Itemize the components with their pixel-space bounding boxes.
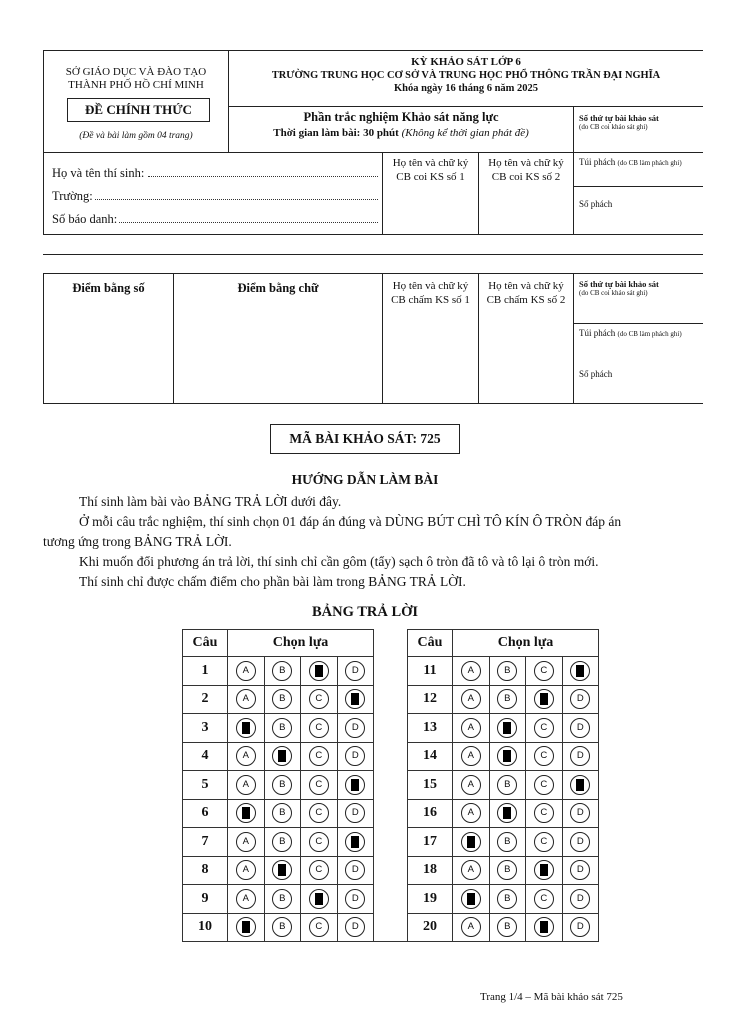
option-cell [301, 657, 338, 686]
answer-bubble-d[interactable]: D [570, 803, 590, 823]
grading-bag-note: (do CB làm phách ghi) [617, 330, 682, 338]
pages-note: (Đề và bài làm gồm 04 trang) [79, 131, 193, 141]
answer-bubble-c[interactable] [534, 917, 554, 937]
question-number: 9 [183, 885, 228, 914]
official-stamp [67, 98, 210, 122]
option-cell [337, 913, 374, 942]
proctor1-line2: CB coi KS số 1 [396, 171, 465, 183]
answer-bubble-c[interactable]: C [309, 832, 329, 852]
answer-bubble-a[interactable]: A [461, 689, 481, 709]
option-cell [228, 885, 265, 914]
answer-sheet [182, 629, 599, 942]
answer-bubble-d[interactable] [345, 689, 365, 709]
question-number: 14 [408, 742, 453, 771]
question-number: 4 [183, 742, 228, 771]
answer-bubble-b[interactable]: B [497, 661, 517, 681]
exam-code-box [270, 424, 460, 454]
column-gap [374, 828, 408, 857]
time-limit: Thời gian làm bài: 30 phút [273, 127, 399, 139]
option-cell [264, 714, 301, 743]
exam-date: Khóa ngày 16 tháng 6 năm 2025 [393, 83, 539, 94]
option-cell [489, 885, 526, 914]
answer-bubble-d[interactable]: D [345, 718, 365, 738]
option-cell [453, 742, 490, 771]
option-cell [228, 913, 265, 942]
answer-bubble-a[interactable] [461, 832, 481, 852]
grader2-line1: Họ tên và chữ ký [488, 280, 564, 292]
question-number: 8 [183, 856, 228, 885]
option-cell [228, 714, 265, 743]
question-number: 17 [408, 828, 453, 857]
question-number: 1 [183, 657, 228, 686]
answer-row [183, 771, 599, 800]
option-cell [264, 742, 301, 771]
code-label: Số phách [579, 199, 613, 209]
option-cell [453, 799, 490, 828]
option-cell [264, 913, 301, 942]
candidate-school-label: Trường: [52, 189, 93, 203]
option-cell [337, 856, 374, 885]
candidate-id-label: Số báo danh: [52, 212, 118, 226]
answer-row [183, 856, 599, 885]
question-number: 5 [183, 771, 228, 800]
answer-bubble-c[interactable]: C [534, 661, 554, 681]
question-number: 3 [183, 714, 228, 743]
serial-note: (do CB coi khảo sát ghi) [579, 123, 648, 131]
option-cell [489, 799, 526, 828]
answer-bubble-a[interactable]: A [236, 689, 256, 709]
option-cell [489, 856, 526, 885]
answer-bubble-c[interactable]: C [309, 718, 329, 738]
option-cell [562, 856, 599, 885]
option-cell [526, 714, 563, 743]
answer-row [183, 685, 599, 714]
bag-label: Túi phách [579, 157, 616, 167]
option-cell [301, 685, 338, 714]
page-footer: Trang 1/4 – Mã bài khảo sát 725 [480, 991, 623, 1003]
option-cell [526, 799, 563, 828]
option-cell [264, 771, 301, 800]
answer-bubble-c[interactable]: C [309, 746, 329, 766]
answer-bubble-a[interactable] [461, 889, 481, 909]
question-number: 19 [408, 885, 453, 914]
answer-bubble-b[interactable]: B [272, 718, 292, 738]
answer-bubble-a[interactable]: A [236, 832, 256, 852]
col-question-left: Câu [183, 630, 228, 657]
answer-bubble-c[interactable]: C [534, 832, 554, 852]
answer-bubble-d[interactable] [570, 775, 590, 795]
column-gap [374, 685, 408, 714]
option-cell [453, 856, 490, 885]
option-cell [453, 913, 490, 942]
answer-bubble-a[interactable]: A [461, 661, 481, 681]
answer-row [183, 714, 599, 743]
question-number: 2 [183, 685, 228, 714]
question-number: 7 [183, 828, 228, 857]
option-cell [489, 913, 526, 942]
column-gap [374, 630, 408, 657]
answer-sheet-title: BẢNG TRẢ LỜI [311, 604, 419, 620]
answer-bubble-c[interactable]: C [309, 775, 329, 795]
answer-bubble-c[interactable]: C [534, 775, 554, 795]
answer-bubble-b[interactable] [272, 860, 292, 880]
option-cell [489, 742, 526, 771]
option-cell [562, 657, 599, 686]
answer-bubble-a[interactable] [236, 917, 256, 937]
option-cell [301, 799, 338, 828]
candidate-school-field[interactable] [95, 189, 378, 200]
option-cell [489, 828, 526, 857]
answer-bubble-d[interactable]: D [570, 689, 590, 709]
answer-bubble-d[interactable]: D [570, 832, 590, 852]
exam-title: KỲ KHẢO SÁT LỚP 6 [411, 56, 521, 68]
grader1-line2: CB chấm KS số 1 [391, 294, 470, 306]
option-cell [228, 685, 265, 714]
option-cell [453, 828, 490, 857]
instruction-2a: Ở mỗi câu trắc nghiệm, thí sinh chọn 01 đáp án đúng và DÙNG BÚT CHÌ TÔ KÍN Ô TRÒN đáp án [79, 514, 622, 529]
answer-bubble-b[interactable]: B [272, 775, 292, 795]
option-cell [453, 771, 490, 800]
answer-bubble-b[interactable]: B [497, 889, 517, 909]
option-cell [562, 714, 599, 743]
option-cell [337, 885, 374, 914]
instruction-2b: tương ứng trong BẢNG TRẢ LỜI. [43, 534, 232, 549]
option-cell [526, 828, 563, 857]
answer-bubble-b[interactable]: B [272, 661, 292, 681]
answer-bubble-d[interactable]: D [570, 718, 590, 738]
option-cell [228, 657, 265, 686]
option-cell [337, 799, 374, 828]
answer-bubble-d[interactable]: D [570, 917, 590, 937]
answer-bubble-d[interactable] [345, 832, 365, 852]
option-cell [562, 771, 599, 800]
answer-bubble-a[interactable]: A [461, 718, 481, 738]
answer-row [183, 885, 599, 914]
option-cell [337, 714, 374, 743]
option-cell [301, 714, 338, 743]
answer-bubble-b[interactable]: B [272, 689, 292, 709]
instruction-3: Khi muốn đổi phương án trả lời, thí sinh chỉ cần gôm (tẩy) sạch ô tròn đã tô và tô lại ô tròn mới. [79, 554, 599, 569]
option-cell [453, 714, 490, 743]
answer-bubble-c[interactable]: C [309, 917, 329, 937]
proctor2-line2: CB coi KS số 2 [491, 171, 561, 183]
answer-row [183, 799, 599, 828]
answer-bubble-d[interactable]: D [345, 917, 365, 937]
answer-bubble-b[interactable]: B [272, 889, 292, 909]
answer-bubble-c[interactable]: C [309, 803, 329, 823]
answer-bubble-b[interactable]: B [272, 832, 292, 852]
question-number: 10 [183, 913, 228, 942]
answer-bubble-d[interactable]: D [345, 860, 365, 880]
option-cell [264, 856, 301, 885]
option-cell [228, 742, 265, 771]
answer-bubble-b[interactable] [497, 803, 517, 823]
option-cell [489, 771, 526, 800]
time-note: (Không kể thời gian phát đề) [401, 127, 529, 139]
bag-note: (do CB làm phách ghi) [617, 159, 682, 167]
section-title: Phần trắc nghiệm Khảo sát năng lực [303, 110, 499, 124]
question-number: 6 [183, 799, 228, 828]
answer-bubble-d[interactable]: D [345, 889, 365, 909]
dept-line-1: SỞ GIÁO DỤC VÀ ĐÀO TẠO [65, 66, 207, 78]
candidate-id-field[interactable] [119, 212, 378, 223]
option-cell [264, 799, 301, 828]
answer-bubble-a[interactable]: A [461, 746, 481, 766]
option-cell [562, 685, 599, 714]
answer-bubble-d[interactable]: D [570, 889, 590, 909]
column-gap [374, 714, 408, 743]
proctor2-line1: Họ tên và chữ ký [488, 157, 564, 169]
answer-bubble-b[interactable] [272, 746, 292, 766]
answer-bubble-b[interactable]: B [497, 917, 517, 937]
answer-bubble-b[interactable] [497, 718, 517, 738]
option-cell [526, 657, 563, 686]
answer-bubble-c[interactable]: C [534, 718, 554, 738]
answer-bubble-d[interactable]: D [345, 661, 365, 681]
answer-row [183, 742, 599, 771]
option-cell [562, 913, 599, 942]
option-cell [301, 771, 338, 800]
score-text-label: Điểm bằng chữ [237, 281, 319, 295]
option-cell [301, 828, 338, 857]
answer-bubble-a[interactable] [236, 718, 256, 738]
col-choice-left: Chọn lựa [228, 630, 374, 657]
option-cell [228, 771, 265, 800]
answer-bubble-d[interactable] [345, 775, 365, 795]
answer-row [183, 657, 599, 686]
option-cell [526, 771, 563, 800]
option-cell [526, 885, 563, 914]
exam-code: MÃ BÀI KHẢO SÁT: 725 [289, 431, 441, 446]
grading-serial-label: Số thứ tự bài khảo sát [579, 279, 659, 289]
answer-bubble-c[interactable]: C [534, 803, 554, 823]
instruction-1: Thí sinh làm bài vào BẢNG TRẢ LỜI dưới đây. [79, 494, 342, 509]
option-cell [301, 913, 338, 942]
answer-bubble-d[interactable]: D [345, 746, 365, 766]
answer-bubble-a[interactable]: A [236, 860, 256, 880]
option-cell [489, 714, 526, 743]
instructions-title: HƯỚNG DẪN LÀM BÀI [291, 472, 439, 487]
answer-bubble-b[interactable] [497, 746, 517, 766]
answer-bubble-a[interactable]: A [461, 775, 481, 795]
answer-bubble-c[interactable] [309, 661, 329, 681]
answer-bubble-a[interactable]: A [236, 889, 256, 909]
option-cell [264, 657, 301, 686]
option-cell [337, 742, 374, 771]
question-number: 11 [408, 657, 453, 686]
grader1-line1: Họ tên và chữ ký [392, 280, 469, 292]
answer-bubble-a[interactable]: A [461, 917, 481, 937]
answer-bubble-a[interactable]: A [236, 661, 256, 681]
option-cell [337, 771, 374, 800]
answer-bubble-a[interactable]: A [461, 803, 481, 823]
answer-bubble-d[interactable] [570, 661, 590, 681]
answer-bubble-a[interactable]: A [236, 746, 256, 766]
option-cell [264, 885, 301, 914]
grading-code-label: Số phách [579, 369, 613, 379]
score-number-label: Điểm bằng số [72, 281, 145, 295]
column-gap [374, 856, 408, 885]
option-cell [453, 885, 490, 914]
option-cell [526, 913, 563, 942]
instruction-4: Thí sinh chỉ được chấm điểm cho phần bài làm trong BẢNG TRẢ LỜI. [79, 574, 466, 589]
grader2-line2: CB chấm KS số 2 [486, 294, 566, 306]
dept-line-2: THÀNH PHỐ HỒ CHÍ MINH [68, 79, 204, 91]
answer-row [183, 913, 599, 942]
option-cell [562, 742, 599, 771]
answer-bubble-b[interactable]: B [497, 775, 517, 795]
answer-bubble-a[interactable]: A [461, 860, 481, 880]
col-choice-right: Chọn lựa [453, 630, 599, 657]
answer-bubble-d[interactable]: D [345, 803, 365, 823]
column-gap [374, 913, 408, 942]
question-number: 16 [408, 799, 453, 828]
answer-bubble-c[interactable]: C [534, 746, 554, 766]
proctor1-line1: Họ tên và chữ ký [392, 157, 469, 169]
answer-bubble-b[interactable]: B [497, 860, 517, 880]
question-number: 18 [408, 856, 453, 885]
option-cell [337, 828, 374, 857]
option-cell [562, 799, 599, 828]
column-gap [374, 657, 408, 686]
answer-bubble-c[interactable] [534, 689, 554, 709]
question-number: 15 [408, 771, 453, 800]
option-cell [526, 685, 563, 714]
answer-row [183, 828, 599, 857]
candidate-name-label: Họ và tên thí sinh: [52, 166, 145, 180]
answer-bubble-d[interactable]: D [570, 746, 590, 766]
option-cell [301, 742, 338, 771]
answer-bubble-b[interactable]: B [497, 832, 517, 852]
option-cell [337, 657, 374, 686]
option-cell [453, 657, 490, 686]
column-gap [374, 771, 408, 800]
option-cell [264, 685, 301, 714]
official-label: ĐỀ CHÍNH THỨC [85, 102, 192, 117]
answer-bubble-b[interactable]: B [272, 917, 292, 937]
answer-bubble-b[interactable]: B [272, 803, 292, 823]
answer-bubble-d[interactable]: D [570, 860, 590, 880]
question-number: 12 [408, 685, 453, 714]
option-cell [228, 799, 265, 828]
answer-bubble-a[interactable] [236, 803, 256, 823]
answer-bubble-c[interactable] [534, 860, 554, 880]
option-cell [301, 856, 338, 885]
answer-bubble-b[interactable]: B [497, 689, 517, 709]
serial-label: Số thứ tự bài khảo sát [579, 113, 659, 123]
option-cell [489, 657, 526, 686]
option-cell [301, 885, 338, 914]
option-cell [453, 685, 490, 714]
column-gap [374, 799, 408, 828]
answer-bubble-c[interactable] [309, 889, 329, 909]
option-cell [264, 828, 301, 857]
answer-bubble-c[interactable]: C [309, 860, 329, 880]
grading-bag-label: Túi phách [579, 328, 616, 338]
answer-bubble-c[interactable]: C [309, 689, 329, 709]
option-cell [228, 828, 265, 857]
question-number: 20 [408, 913, 453, 942]
option-cell [526, 856, 563, 885]
column-gap [374, 885, 408, 914]
answer-bubble-c[interactable]: C [534, 889, 554, 909]
option-cell [562, 828, 599, 857]
column-gap [374, 742, 408, 771]
candidate-name-field[interactable] [148, 166, 378, 177]
col-question-right: Câu [408, 630, 453, 657]
option-cell [562, 885, 599, 914]
answer-bubble-a[interactable]: A [236, 775, 256, 795]
grading-serial-note: (do CB coi khảo sát ghi) [579, 289, 648, 297]
option-cell [526, 742, 563, 771]
option-cell [337, 685, 374, 714]
question-number: 13 [408, 714, 453, 743]
school-name: TRƯỜNG TRUNG HỌC CƠ SỞ VÀ TRUNG HỌC PHỔ THÔNG TRẦN ĐẠI NGHĨA [271, 70, 661, 81]
option-cell [489, 685, 526, 714]
option-cell [228, 856, 265, 885]
